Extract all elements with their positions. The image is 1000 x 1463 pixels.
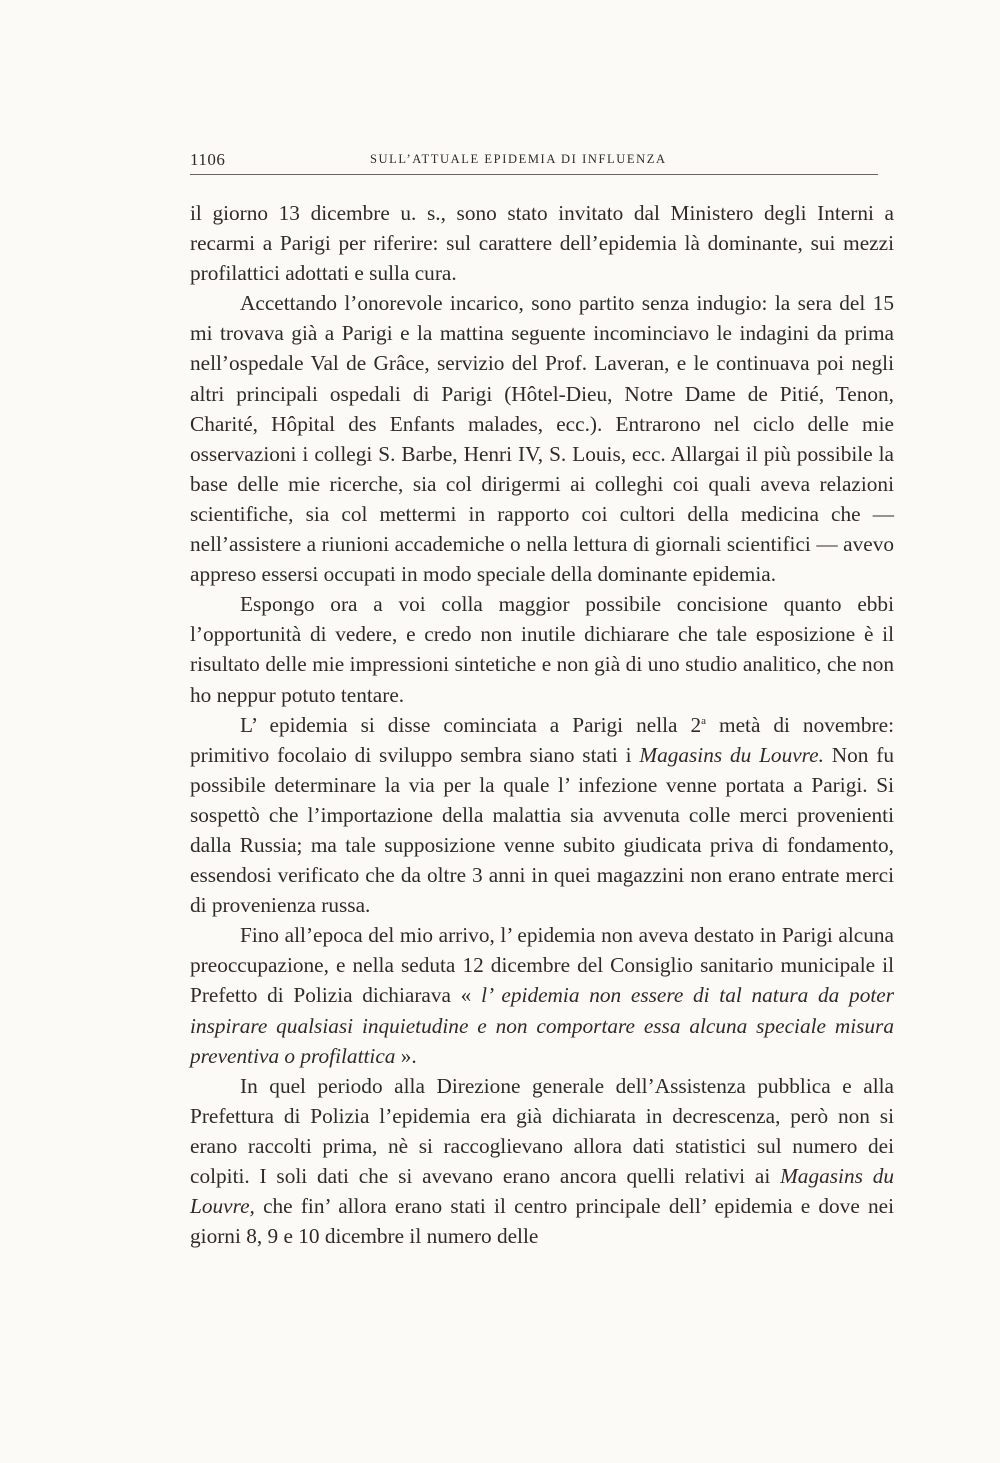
paragraph-6-text-b: che fin’ allora erano stati il centro principale dell’ epidemia e dove nei giorni 8, 9 e 10 dicembre il numero delle xyxy=(190,1194,894,1249)
paragraph-5 xyxy=(190,920,894,1070)
paragraph-6-text-a: In quel periodo alla Direzione generale dell’Assistenza pubblica e alla Prefettura di Polizia l’epidemia era già dichiarata in decrescenza, però non si erano raccolti prima, nè si raccoglievano allora dati statistici sul numero dei colpiti. I soli dati che si avevano erano ancora quelli relativi ai xyxy=(190,1073,894,1188)
italic-magasins-du-louvre: Magasins du Louvre. xyxy=(639,742,824,767)
paragraph-5-text-b: ». xyxy=(395,1043,417,1068)
body-text xyxy=(190,198,894,1251)
paragraph-2: Accettando l’onorevole incarico, sono partito senza indugio: la sera del 15 mi trovava già a Parigi e la mattina seguente incominciavo le indagini da prima nell’ospedale Val de Grâce, servizio del Prof. Laveran, e le continuava poi negli altri principali ospedali di Parigi (Hôtel-Dieu, Notre Dame de Pitié, Tenon, Charité, Hôpital des Enfants malades, ecc.). Entrarono nel ciclo delle mie osservazioni i collegi S. Barbe, Henri IV, S. Louis, ecc. Allargai il più possibile la base delle mie ricerche, sia col dirigermi ai colleghi coi quali aveva relazioni scientifiche, sia col mettermi in rapporto coi cultori della medicina che — nell’assistere a riunioni accademiche o nella lettura di giornali scientifici — avevo appreso essersi occupati in modo speciale della dominante epidemia. xyxy=(190,291,894,587)
paragraph-4-text-a: L’ epidemia si disse cominciata a Parigi nella 2 xyxy=(240,712,702,737)
italic-quotation: l’ epidemia non essere di tal natura da poter inspirare qualsiasi inquietudine e non comportare essa alcuna speciale misura preventiva o profilattica xyxy=(190,983,894,1068)
paragraph-3: Espongo ora a voi colla maggior possibile concisione quanto ebbi l’opportunità di vedere, e credo non inutile dichiarare che tale esposizione è il risultato delle mie impressioni sintetiche e non già di uno studio analitico, che non ho neppur potuto tentare. xyxy=(190,592,894,707)
page-number: 1106 xyxy=(190,150,226,169)
paragraph-1: il giorno 13 dicembre u. s., sono stato invitato dal Ministero degli Interni a recarmi a Parigi per riferire: sul carattere dell’epidemia là dominante, sui mezzi profilattici adottati e sulla cura. xyxy=(190,201,894,286)
running-title: SULL’ATTUALE EPIDEMIA DI INFLUENZA xyxy=(370,152,667,166)
running-head xyxy=(190,150,878,175)
ordinal-superscript: a xyxy=(701,714,707,727)
paragraph-5-text-a: Fino all’epoca del mio arrivo, l’ epidemia non aveva destato in Parigi alcuna preoccupazione, e nella seduta 12 dicembre del Consiglio sanitario municipale il Prefetto di Polizia dichiarava « xyxy=(190,923,894,1008)
italic-magasins-du-louvre-2: Magasins du Louvre, xyxy=(190,1164,894,1219)
paragraph-6 xyxy=(190,1071,894,1252)
paragraph-4-text-b: metà di novembre: primitivo focolaio di sviluppo sembra siano stati i xyxy=(190,712,895,767)
paragraph-4-text-c: Non fu possibile determinare la via per la quale l’ infezione venne portata a Parigi. Si sospettò che l’importazione della malattia sia avvenuta colle merci provenienti dalla Russia; ma tale supposizione venne subito giudicata priva di fondamento, essendosi verificato che da oltre 3 anni in quei magazzini non erano entrate merci di provenienza russa. xyxy=(190,742,894,918)
paragraph-4 xyxy=(190,710,894,921)
